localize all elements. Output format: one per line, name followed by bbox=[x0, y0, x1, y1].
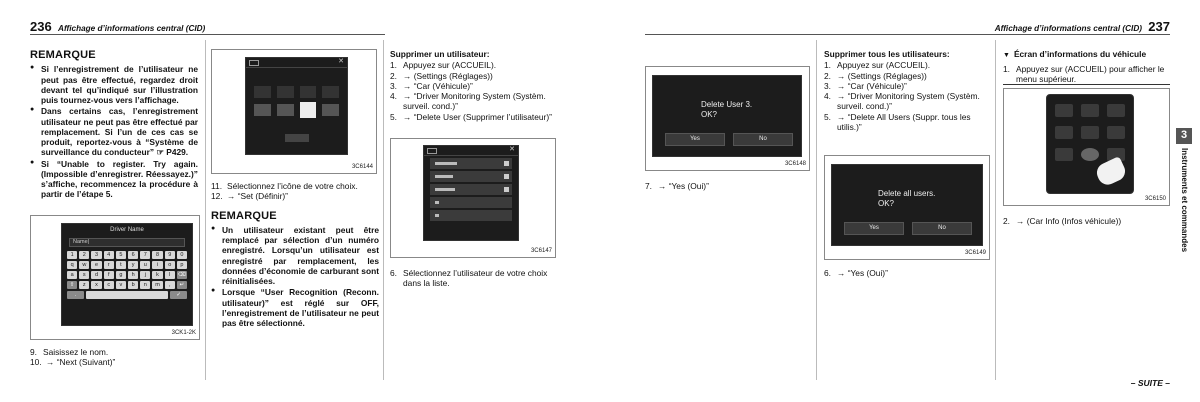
remarque-item: ● Un utilisateur existant peut être remplacé par sélection d’un numéro enregistré. Lorsqu’un utilisateur est enregistré par remplacement, les données d’économie de carburant sont réinitialisées. bbox=[211, 225, 379, 287]
user-icon-option bbox=[277, 104, 294, 116]
step-item: 10. → “Next (Suivant)” bbox=[30, 357, 116, 368]
image-code: 3C6144 bbox=[351, 163, 373, 170]
yes-button: Yes bbox=[844, 222, 904, 235]
list-item bbox=[430, 184, 512, 195]
step-item: 7. → “Yes (Oui)” bbox=[645, 181, 709, 191]
driver-name-screen bbox=[61, 223, 193, 326]
no-button: No bbox=[912, 222, 972, 235]
figure-icon-select bbox=[211, 49, 377, 174]
steps-list bbox=[1003, 216, 1163, 226]
remarque-item: ● Lorsque “User Recognition (Reconn. utilisateur)” est réglé sur OFF, l’enregistrement de l’utilisateur ne peut pas être sélectionné. bbox=[211, 287, 379, 328]
figure-delete-all-dialog bbox=[824, 155, 990, 260]
figure-user-list bbox=[390, 138, 556, 258]
back-icon bbox=[427, 148, 437, 154]
step-item: 2. → (Settings (Réglages)) bbox=[824, 70, 927, 81]
remarque-title: REMARQUE bbox=[30, 49, 96, 61]
close-icon: ✕ bbox=[509, 146, 515, 153]
step-item: 5. → “Delete User (Supprimer l’utilisateur)” bbox=[390, 111, 552, 122]
step-item: 3. → “Car (Véhicule)” bbox=[390, 80, 473, 91]
yes-button: Yes bbox=[665, 133, 725, 146]
step-item: 1. Appuyez sur (ACCUEIL). bbox=[390, 60, 497, 71]
image-code: 3C6147 bbox=[530, 247, 552, 254]
user-icon-option bbox=[300, 86, 317, 98]
step-item: 2. → (Car Info (Infos véhicule)) bbox=[1003, 216, 1122, 226]
icon-grid bbox=[246, 68, 347, 124]
figure-driver-name bbox=[30, 215, 200, 340]
no-button: No bbox=[733, 133, 793, 146]
left-col2 bbox=[211, 181, 379, 329]
page-number: 236 bbox=[30, 19, 52, 34]
delete-all-dialog-screen bbox=[831, 164, 983, 246]
image-code: 3C6149 bbox=[964, 249, 986, 256]
step-item: 1. Appuyez sur (ACCUEIL) pour afficher le menu supérieur. bbox=[1003, 63, 1165, 84]
user-icon-option bbox=[254, 104, 271, 116]
dialog-message: Delete User 3. OK? bbox=[701, 100, 753, 120]
screen-title: Driver Name bbox=[110, 227, 144, 233]
menu-icon bbox=[1081, 126, 1099, 139]
menu-icon bbox=[1107, 126, 1125, 139]
menu-icon bbox=[1107, 104, 1125, 117]
remarque-list bbox=[30, 64, 198, 199]
step-item: 11. Sélectionnez l’icône de votre choix. bbox=[211, 181, 358, 191]
steps-list bbox=[390, 268, 558, 289]
remarque-item: ● Si “Unable to register. Try again. (Impossible d’enregistrer. Réessayez.)” s’affiche, recommencez la procédure à partir de l’étape 5. bbox=[30, 159, 198, 200]
keyboard: 1 2 3 4 5 6 7 8 9 0 q w e r t y u i o p a s d f g h j k l ⌫ ⇧ z x c v b n m , ↵ . ✓ bbox=[65, 251, 189, 299]
section-heading: ▼ Écran d’informations du véhicule bbox=[1003, 49, 1147, 59]
remarque-item: ● Dans certains cas, l’enregistrement utilisateur ne peut pas être effectué par remplacement. Si l’un de ces cas se produit, reportez-vous à “Système de surveillance du conducteur” ☞ P429. bbox=[30, 106, 198, 157]
home-menu-screen bbox=[1046, 94, 1134, 194]
user-icon-option bbox=[322, 104, 339, 116]
name-input-text: Name| bbox=[73, 239, 90, 246]
step-item: 9. Saisissez le nom. bbox=[30, 347, 109, 357]
screen-topbar bbox=[424, 146, 518, 156]
column-divider bbox=[383, 40, 384, 380]
steps-list bbox=[211, 181, 379, 202]
icon-select-screen bbox=[245, 57, 348, 155]
menu-icon bbox=[1081, 104, 1099, 117]
section-heading: Supprimer un utilisateur: bbox=[390, 49, 490, 59]
right-page-header bbox=[995, 19, 1170, 35]
user-icon-option bbox=[277, 86, 294, 98]
image-code: 3C6148 bbox=[784, 160, 806, 167]
car-info-icon bbox=[1081, 148, 1099, 161]
page-number: 237 bbox=[1148, 19, 1170, 34]
image-code: 3CK1-2K bbox=[171, 329, 196, 336]
remarque-item: ● Si l’enregistrement de l’utilisateur ne peut pas être effectué, regardez droit devant tel qu’indiqué sur l’illustration puis tournez-vous vers l’affichage. bbox=[30, 64, 198, 105]
header-title: Affichage d’informations central (CID) bbox=[994, 24, 1142, 33]
chapter-tab: 3 bbox=[1176, 128, 1192, 144]
chapter-title: Instruments et commandes bbox=[1180, 148, 1189, 253]
steps-list bbox=[645, 181, 810, 191]
column-divider bbox=[995, 40, 996, 380]
triangle-down-icon: ▼ bbox=[1003, 52, 1010, 59]
image-code: 3C6150 bbox=[1144, 195, 1166, 202]
step-item: 5. → “Delete All Users (Suppr. tous les utilis.)” bbox=[824, 111, 971, 132]
left-page-header bbox=[30, 19, 374, 35]
remarque-list bbox=[211, 225, 379, 329]
section-rule bbox=[1003, 84, 1170, 85]
header-title: Affichage d’informations central (CID) bbox=[58, 24, 206, 33]
back-icon bbox=[249, 60, 259, 66]
list-item bbox=[430, 171, 512, 182]
user-icon-option bbox=[254, 86, 271, 98]
step-item: 4. → “Driver Monitoring System (Systèm. surveil. cond.)” bbox=[824, 91, 980, 112]
screen-topbar bbox=[246, 58, 347, 68]
menu-icon bbox=[1055, 126, 1073, 139]
left-col1 bbox=[30, 49, 198, 201]
dialog-message: Delete all users. OK? bbox=[878, 189, 936, 209]
step-item: 6. → “Yes (Oui)” bbox=[824, 268, 888, 278]
step-item: 3. → “Car (Véhicule)” bbox=[824, 80, 907, 91]
remarque-title: REMARQUE bbox=[211, 209, 277, 222]
step-item: 4. → “Driver Monitoring System (Systèm. surveil. cond.)” bbox=[390, 91, 546, 112]
step-item: 12. → “Set (Définir)” bbox=[211, 191, 288, 202]
column-divider bbox=[205, 40, 206, 380]
set-button bbox=[285, 134, 309, 142]
list-item bbox=[430, 197, 512, 208]
user-list-screen bbox=[423, 145, 519, 241]
column-divider bbox=[816, 40, 817, 380]
menu-icon bbox=[1055, 104, 1073, 117]
menu-icon bbox=[1055, 148, 1073, 161]
figure-delete-user-dialog bbox=[645, 66, 810, 171]
steps-list bbox=[824, 60, 992, 132]
step-item: 2. → (Settings (Réglages)) bbox=[390, 70, 493, 81]
figure-home-menu bbox=[1003, 88, 1170, 206]
delete-user-dialog-screen bbox=[652, 75, 802, 157]
steps-list bbox=[390, 60, 558, 122]
user-icon-option-selected bbox=[300, 102, 317, 118]
steps-list bbox=[30, 347, 200, 368]
right-col3 bbox=[1003, 49, 1170, 84]
close-icon: ✕ bbox=[338, 58, 344, 65]
name-input bbox=[69, 238, 185, 247]
section-heading: Supprimer tous les utilisateurs: bbox=[824, 49, 950, 59]
list-item bbox=[430, 158, 512, 169]
user-icon-option bbox=[322, 86, 339, 98]
list-item bbox=[430, 210, 512, 221]
left-col3 bbox=[390, 49, 558, 122]
right-col2 bbox=[824, 49, 992, 132]
step-item: 1. Appuyez sur (ACCUEIL). bbox=[824, 60, 931, 71]
steps-list bbox=[824, 268, 992, 278]
step-item: 6. Sélectionnez l’utilisateur de votre choix dans la liste. bbox=[390, 268, 548, 289]
footer-continued: – SUITE – bbox=[1130, 378, 1170, 388]
header-rule bbox=[30, 34, 385, 35]
steps-list bbox=[1003, 64, 1170, 85]
